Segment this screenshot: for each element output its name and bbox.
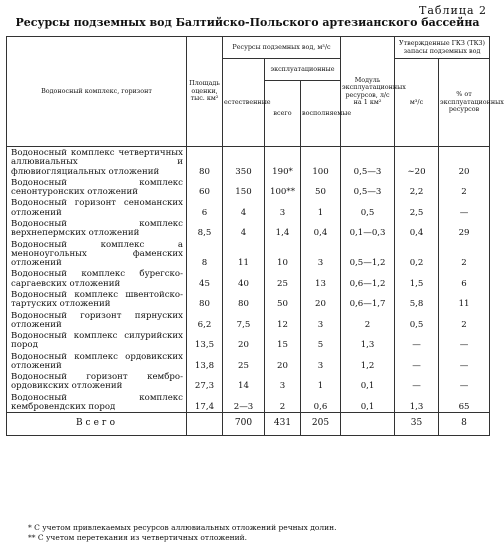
modulus-value: 1,3 bbox=[341, 330, 395, 351]
exploitation-total-value: 2 bbox=[265, 392, 301, 413]
area-value: 80 bbox=[187, 147, 223, 177]
header-modulus: Модуль эксплуатационных ресурсов, л/с на 1 км² bbox=[341, 37, 395, 147]
approved-value: 0,4 bbox=[395, 218, 439, 239]
table-title: Ресурсы подземных вод Балтийско-Польского артезианского бассейна bbox=[15, 16, 480, 29]
approved-pct-value: 65 bbox=[439, 392, 490, 413]
approved-pct-value: 20 bbox=[439, 147, 490, 177]
resources-table bbox=[6, 36, 504, 436]
header-area: Площадь оценки, тыс. км² bbox=[187, 37, 223, 147]
exploitation-total-value: 10 bbox=[265, 239, 301, 269]
complex-name: Водоносный комплекс кембровендских пород bbox=[7, 392, 187, 413]
natural-value: 350 bbox=[223, 147, 265, 177]
totals-replenished: 205 bbox=[301, 413, 341, 436]
complex-name: Водоносный горизонт пярнуских отложений bbox=[7, 310, 187, 331]
natural-value: 4 bbox=[223, 197, 265, 218]
approved-pct-value: 6 bbox=[439, 268, 490, 289]
area-value: 8 bbox=[187, 239, 223, 269]
approved-value: — bbox=[395, 351, 439, 372]
area-value: 13,8 bbox=[187, 351, 223, 372]
modulus-value: 0,5—3 bbox=[341, 177, 395, 198]
table-row bbox=[7, 239, 490, 269]
totals-approved: 35 bbox=[395, 413, 439, 436]
approved-value: — bbox=[395, 371, 439, 392]
exploitation-total-value: 12 bbox=[265, 310, 301, 331]
header-complex: Водоносный комплекс, горизонт bbox=[7, 37, 187, 147]
header-total: всего bbox=[265, 81, 301, 147]
totals-area bbox=[187, 413, 223, 436]
replenished-value: 3 bbox=[301, 351, 341, 372]
table-row bbox=[7, 330, 490, 351]
approved-value: 1,5 bbox=[395, 268, 439, 289]
area-value: 6,2 bbox=[187, 310, 223, 331]
modulus-value: 1,2 bbox=[341, 351, 395, 372]
totals-natural: 700 bbox=[223, 413, 265, 436]
footnote-1: * С учетом привлекаемых ресурсов аллювиальных отложений речных долин. bbox=[28, 523, 337, 532]
natural-value: 20 bbox=[223, 330, 265, 351]
table-row bbox=[7, 371, 490, 392]
complex-name: Водоносный комплекс бурегско-саргаевских отложений bbox=[7, 268, 187, 289]
replenished-value: 3 bbox=[301, 310, 341, 331]
exploitation-total-value: 15 bbox=[265, 330, 301, 351]
approved-pct-value: — bbox=[439, 330, 490, 351]
totals-exploitation-total: 431 bbox=[265, 413, 301, 436]
header-replenished: восполняемые bbox=[301, 81, 341, 147]
header-exploitation: эксплуатационные bbox=[265, 59, 341, 81]
area-value: 13,5 bbox=[187, 330, 223, 351]
exploitation-total-value: 190* bbox=[265, 147, 301, 177]
header-approved-m3s: м³/с bbox=[395, 59, 439, 147]
approved-pct-value: 11 bbox=[439, 289, 490, 310]
area-value: 60 bbox=[187, 177, 223, 198]
approved-value: 0,2 bbox=[395, 239, 439, 269]
complex-name: Водоносный комплекс четвертичных аллювиальных и флювиогляциальных отложений bbox=[7, 147, 187, 177]
modulus-value: 0,1—0,3 bbox=[341, 218, 395, 239]
modulus-value: 0,1 bbox=[341, 371, 395, 392]
replenished-value: 5 bbox=[301, 330, 341, 351]
approved-value: 1,3 bbox=[395, 392, 439, 413]
complex-name: Водоносный комплекс ордовикских отложений bbox=[7, 351, 187, 372]
natural-value: 2—3 bbox=[223, 392, 265, 413]
exploitation-total-value: 3 bbox=[265, 197, 301, 218]
totals-modulus bbox=[341, 413, 395, 436]
exploitation-total-value: 50 bbox=[265, 289, 301, 310]
footnote-2: ** С учетом перетекания из четвертичных отложений. bbox=[28, 532, 248, 542]
modulus-value: 0,1 bbox=[341, 392, 395, 413]
table-row bbox=[7, 197, 490, 218]
totals-label: Всего bbox=[7, 413, 187, 436]
exploitation-total-value: 100** bbox=[265, 177, 301, 198]
modulus-value: 0,5—3 bbox=[341, 147, 395, 177]
replenished-value: 100 bbox=[301, 147, 341, 177]
area-value: 8,5 bbox=[187, 218, 223, 239]
replenished-value: 13 bbox=[301, 268, 341, 289]
natural-value: 40 bbox=[223, 268, 265, 289]
replenished-value: 0,6 bbox=[301, 392, 341, 413]
area-value: 27,3 bbox=[187, 371, 223, 392]
area-value: 6 bbox=[187, 197, 223, 218]
header-resources: Ресурсы подземных вод, м³/с bbox=[223, 37, 341, 59]
natural-value: 4 bbox=[223, 218, 265, 239]
approved-value: ∼20 bbox=[395, 147, 439, 177]
complex-name: Водоносный комплекс сенонтуронских отложений bbox=[7, 177, 187, 198]
replenished-value: 0,4 bbox=[301, 218, 341, 239]
approved-pct-value: 2 bbox=[439, 239, 490, 269]
table-row bbox=[7, 351, 490, 372]
header-approved: Утвержденные ГКЗ (ТКЗ) запасы подземных вод bbox=[395, 37, 490, 59]
approved-value: 2,2 bbox=[395, 177, 439, 198]
replenished-value: 3 bbox=[301, 239, 341, 269]
exploitation-total-value: 20 bbox=[265, 351, 301, 372]
natural-value: 14 bbox=[223, 371, 265, 392]
natural-value: 150 bbox=[223, 177, 265, 198]
footnotes bbox=[28, 523, 337, 543]
replenished-value: 50 bbox=[301, 177, 341, 198]
complex-name: Водоносный горизонт сеноманских отложений bbox=[7, 197, 187, 218]
approved-value: — bbox=[395, 330, 439, 351]
approved-pct-value: 29 bbox=[439, 218, 490, 239]
exploitation-total-value: 3 bbox=[265, 371, 301, 392]
table-row bbox=[7, 147, 490, 177]
table-row bbox=[7, 392, 490, 413]
approved-pct-value: 2 bbox=[439, 177, 490, 198]
complex-name: Водоносный комплекс швентойско-тартуских отложений bbox=[7, 289, 187, 310]
approved-pct-value: — bbox=[439, 371, 490, 392]
totals-pct: 8 bbox=[439, 413, 490, 436]
approved-value: 2,5 bbox=[395, 197, 439, 218]
area-value: 80 bbox=[187, 289, 223, 310]
modulus-value: 0,6—1,2 bbox=[341, 268, 395, 289]
table-row bbox=[7, 310, 490, 331]
approved-pct-value: — bbox=[439, 197, 490, 218]
complex-name: Водоносный горизонт кембро-ордовикских отложений bbox=[7, 371, 187, 392]
complex-name: Водоносный комплекс верхнепермских отложений bbox=[7, 218, 187, 239]
approved-value: 5,8 bbox=[395, 289, 439, 310]
table-row bbox=[7, 268, 490, 289]
table-row bbox=[7, 177, 490, 198]
natural-value: 7,5 bbox=[223, 310, 265, 331]
replenished-value: 1 bbox=[301, 371, 341, 392]
modulus-value: 0,6—1,7 bbox=[341, 289, 395, 310]
approved-pct-value: — bbox=[439, 351, 490, 372]
modulus-value: 0,5 bbox=[341, 197, 395, 218]
header-approved-pct: % от эксплуатационных ресурсов bbox=[439, 59, 490, 147]
replenished-value: 1 bbox=[301, 197, 341, 218]
modulus-value: 0,5—1,2 bbox=[341, 239, 395, 269]
natural-value: 11 bbox=[223, 239, 265, 269]
natural-value: 25 bbox=[223, 351, 265, 372]
modulus-value: 2 bbox=[341, 310, 395, 331]
area-value: 17,4 bbox=[187, 392, 223, 413]
table-row bbox=[7, 218, 490, 239]
area-value: 45 bbox=[187, 268, 223, 289]
approved-value: 0,5 bbox=[395, 310, 439, 331]
table-header bbox=[7, 37, 504, 147]
table-number: Таблица 2 bbox=[419, 4, 487, 17]
replenished-value: 20 bbox=[301, 289, 341, 310]
header-natural: естественные bbox=[223, 59, 265, 147]
table-body bbox=[7, 147, 490, 436]
approved-pct-value: 2 bbox=[439, 310, 490, 331]
complex-name: Водоносный комплекс а меноноугольных фаменских отложений bbox=[7, 239, 187, 269]
exploitation-total-value: 1,4 bbox=[265, 218, 301, 239]
totals-row bbox=[7, 413, 490, 436]
complex-name: Водоносный комплекс силурийских пород bbox=[7, 330, 187, 351]
natural-value: 80 bbox=[223, 289, 265, 310]
table-row bbox=[7, 289, 490, 310]
exploitation-total-value: 25 bbox=[265, 268, 301, 289]
